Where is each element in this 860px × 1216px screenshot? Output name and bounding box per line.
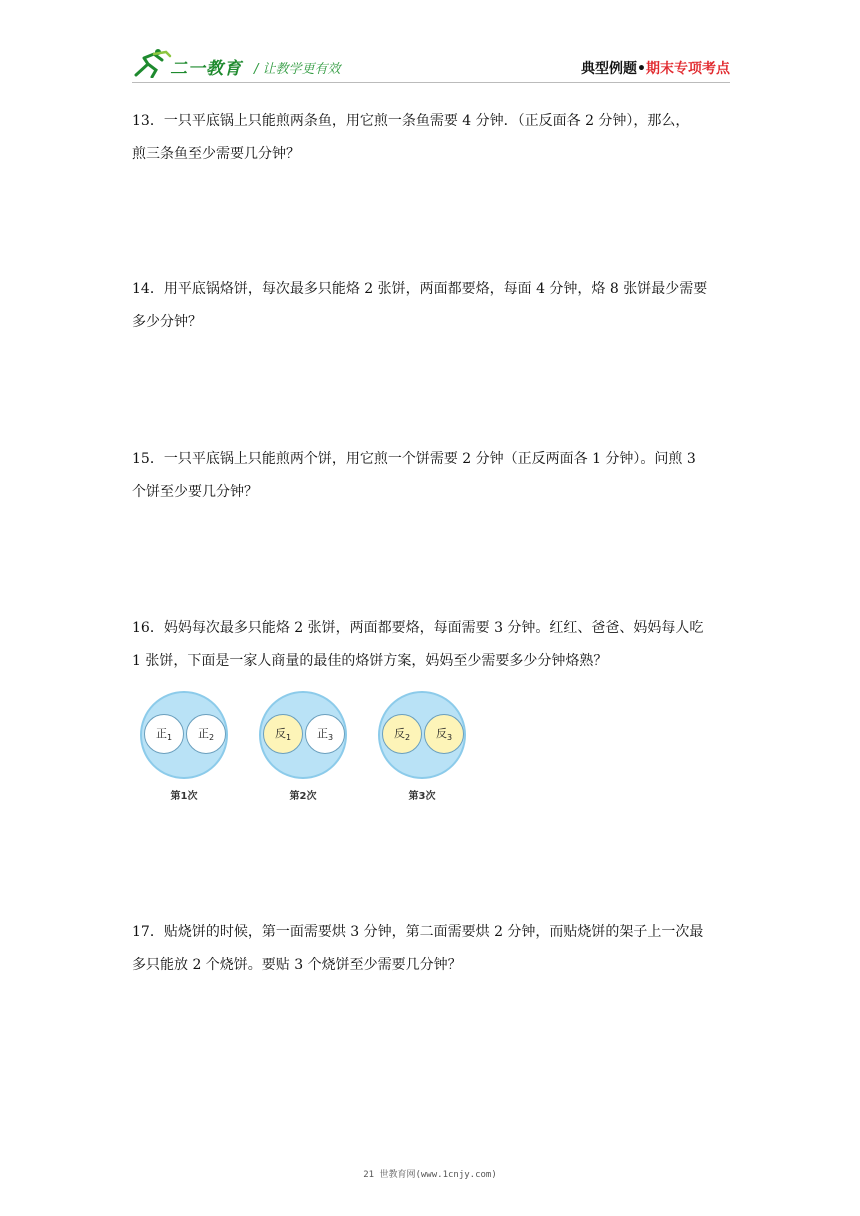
pan-round-2 — [259, 691, 347, 779]
header-category-topic: 期末专项考点 — [646, 61, 730, 77]
round-label: 第1次 — [170, 791, 198, 802]
round-label: 第3次 — [408, 791, 436, 802]
page-header — [132, 48, 732, 82]
cake-side: 反 — [274, 727, 286, 740]
question-line: 1 张饼，下面是一家人商量的最佳的烙饼方案，妈妈至少需要多少分钟烙熟？ — [132, 653, 608, 669]
cake — [382, 714, 422, 754]
cake-number: 1 — [166, 733, 173, 743]
question-16 — [132, 612, 732, 678]
cake — [186, 714, 226, 754]
cake-side: 正 — [197, 727, 209, 740]
brand-name: 二一教育 — [170, 59, 242, 79]
cake-number: 1 — [285, 733, 292, 743]
pancake-diagram — [130, 687, 470, 805]
question-line: 14．用平底锅烙饼，每次最多只能烙 2 张饼，两面都要烙，每面 4 分钟，烙 8 张饼最少需要 — [132, 281, 708, 297]
cake-side: 正 — [155, 727, 167, 740]
question-line: 15．一只平底锅上只能煎两个饼，用它煎一个饼需要 2 分钟（正反两面各 1 分钟）。问煎 3 — [132, 451, 696, 467]
question-15 — [132, 443, 732, 509]
cake-side: 反 — [435, 727, 447, 740]
pan-round-1 — [140, 691, 228, 779]
cake-side: 正 — [316, 727, 328, 740]
pan-round-3 — [378, 691, 466, 779]
brand-slogan: / 让教学更有效 — [254, 62, 341, 77]
question-line: 多只能放 2 个烧饼。要贴 3 个烧饼至少需要几分钟？ — [132, 957, 462, 973]
question-line: 13．一只平底锅上只能煎两条鱼，用它煎一条鱼需要 4 分钟．（正反面各 2 分钟），那么， — [132, 113, 690, 129]
cake-number: 3 — [327, 733, 334, 743]
page-footer: 21 世教育网(www.1cnjy.com) — [363, 1170, 497, 1180]
header-category — [581, 58, 730, 78]
question-line: 16．妈妈每次最多只能烙 2 张饼，两面都要烙，每面需要 3 分钟。红红、爸爸、妈妈每人吃 — [132, 620, 704, 636]
question-line: 多少分钟？ — [132, 314, 202, 330]
cake — [424, 714, 464, 754]
question-line: 17．贴烧饼的时候，第一面需要烘 3 分钟，第二面需要烘 2 分钟，而贴烧饼的架子上一次最 — [132, 924, 704, 940]
cake-number: 2 — [404, 733, 411, 743]
question-line: 个饼至少要几分钟？ — [132, 484, 258, 500]
question-13 — [132, 105, 732, 171]
question-17 — [132, 916, 732, 982]
header-category-type: 典型例题• — [581, 61, 646, 77]
runner-logo-icon — [132, 48, 172, 78]
round-label: 第2次 — [289, 791, 317, 802]
cake-number: 2 — [208, 733, 215, 743]
cake — [263, 714, 303, 754]
question-line: 煎三条鱼至少需要几分钟？ — [132, 146, 300, 162]
cake — [144, 714, 184, 754]
cake-side: 反 — [393, 727, 405, 740]
cake-number: 3 — [446, 733, 453, 743]
cake — [305, 714, 345, 754]
question-14 — [132, 273, 732, 339]
header-divider — [132, 82, 730, 83]
